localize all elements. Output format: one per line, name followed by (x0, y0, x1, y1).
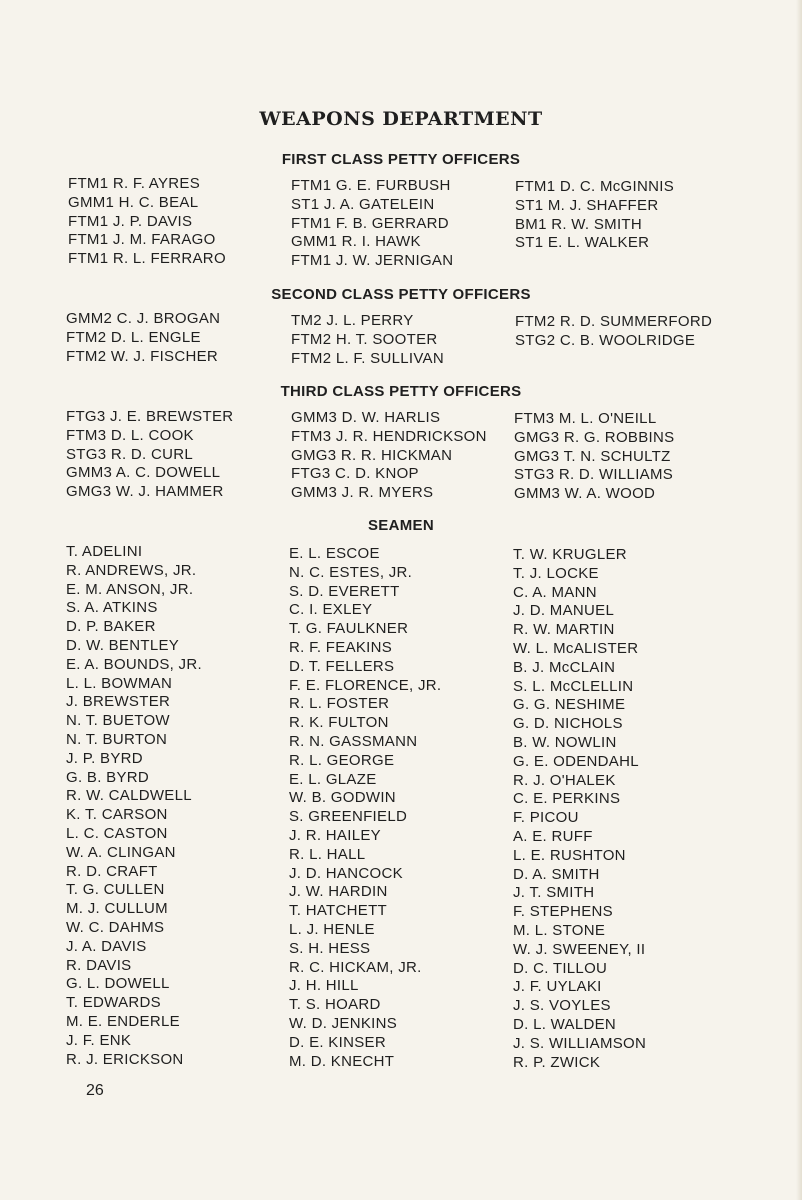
roster-entry: S. GREENFIELD (289, 808, 408, 826)
roster-entry: J. S. WILLIAMSON (513, 1034, 647, 1052)
roster-entry: R. P. ZWICK (513, 1053, 601, 1071)
roster-entry: STG2 C. B. WOOLRIDGE (515, 331, 696, 349)
roster-entry: J. T. SMITH (513, 884, 595, 902)
roster-entry: GMG3 R. R. HICKMAN (291, 446, 453, 464)
roster-entry: R. W. MARTIN (513, 621, 615, 639)
roster-entry: G. D. NICHOLS (513, 715, 623, 733)
roster-entry: E. A. BOUNDS, JR. (66, 655, 202, 673)
roster-entry: BM1 R. W. SMITH (515, 215, 643, 233)
roster-entry: FTM1 J. M. FARAGO (68, 231, 216, 249)
roster-entry: J. BREWSTER (66, 693, 171, 711)
roster-entry: FTM1 R. F. AYRES (68, 175, 201, 192)
roster-entry: FTM2 L. F. SULLIVAN (291, 349, 444, 367)
roster-entry: FTM3 D. L. COOK (66, 426, 194, 444)
roster-entry: F. STEPHENS (513, 903, 613, 921)
roster-entry: N. T. BUETOW (66, 712, 170, 730)
roster-entry: ST1 J. A. GATELEIN (291, 195, 435, 213)
roster-entry: J. H. HILL (289, 977, 359, 995)
roster-entry: FTM1 D. C. McGINNIS (515, 178, 675, 195)
roster-entry: S. H. HESS (289, 939, 371, 957)
roster-entry: R. K. FULTON (289, 714, 389, 732)
section-heading-seamen: SEAMEN (368, 517, 434, 534)
roster-entry: J. D. HANCOCK (289, 864, 403, 882)
roster-entry: G. E. ODENDAHL (513, 752, 639, 770)
roster-entry: B. W. NOWLIN (513, 733, 617, 751)
roster-entry: L. L. BOWMAN (66, 674, 173, 692)
roster-entry: FTG3 C. D. KNOP (291, 465, 419, 483)
roster-entry: GMG3 W. J. HAMMER (66, 483, 224, 501)
roster-entry: D. C. TILLOU (513, 959, 608, 977)
section-heading-second-class: SECOND CLASS PETTY OFFICERS (271, 286, 531, 303)
roster-entry: FTM1 F. B. GERRARD (291, 214, 449, 232)
roster-entry: D. T. FELLERS (289, 657, 395, 675)
roster-entry: T. S. HOARD (289, 996, 381, 1014)
second-class-column-3 (515, 313, 712, 351)
second-class-column-2 (291, 312, 444, 368)
first-class-column-1 (68, 175, 226, 269)
roster-entry: T. G. FAULKNER (289, 620, 409, 638)
roster-entry: W. A. CLINGAN (66, 843, 176, 861)
roster-entry: N. C. ESTES, JR. (289, 563, 413, 581)
roster-entry: FTM1 J. P. DAVIS (68, 212, 193, 230)
roster-entry: TM2 J. L. PERRY (291, 312, 414, 329)
roster-entry: S. D. EVERETT (289, 582, 400, 600)
roster-entry: F. E. FLORENCE, JR. (289, 676, 442, 694)
roster-entry: FTM1 G. E. FURBUSH (291, 177, 451, 194)
third-class-column-3 (514, 410, 674, 504)
third-class-column-1 (66, 408, 233, 502)
roster-entry: R. L. FOSTER (289, 695, 390, 713)
roster-entry: N. T. BURTON (66, 730, 168, 748)
roster-entry: FTM1 R. L. FERRARO (68, 250, 226, 268)
roster-entry: ST1 E. L. WALKER (515, 234, 650, 252)
roster-entry: D. E. KINSER (289, 1033, 386, 1051)
roster-entry: E. L. ESCOE (289, 545, 380, 562)
roster-entry: D. W. BENTLEY (66, 636, 180, 654)
roster-entry: L. J. HENLE (289, 920, 375, 938)
roster-entry: B. J. McCLAIN (513, 658, 616, 676)
roster-entry: GMM3 A. C. DOWELL (66, 464, 221, 482)
roster-entry: A. E. RUFF (513, 827, 593, 845)
roster-entry: FTM2 D. L. ENGLE (66, 328, 201, 346)
roster-entry: STG3 R. D. WILLIAMS (514, 466, 674, 484)
roster-entry: J. A. DAVIS (66, 937, 147, 955)
roster-entry: T. HATCHETT (289, 902, 388, 920)
third-class-column-2 (291, 409, 487, 503)
roster-entry: J. D. MANUEL (513, 602, 615, 620)
roster-entry: R. D. CRAFT (66, 862, 158, 880)
roster-entry: FTM2 R. D. SUMMERFORD (515, 313, 713, 330)
roster-entry: W. C. DAHMS (66, 918, 165, 936)
roster-entry: E. L. GLAZE (289, 770, 377, 788)
roster-entry: D. A. SMITH (513, 865, 600, 883)
roster-entry: GMM1 H. C. BEAL (68, 193, 199, 211)
roster-entry: F. PICOU (513, 809, 579, 827)
page-title: WEAPONS DEPARTMENT (259, 108, 543, 130)
roster-entry: W. J. SWEENEY, II (513, 940, 646, 958)
roster-entry: J. S. VOYLES (513, 997, 611, 1015)
roster-entry: R. J. ERICKSON (66, 1050, 184, 1068)
roster-entry: S. A. ATKINS (66, 599, 158, 617)
roster-entry: T. G. CULLEN (66, 881, 165, 899)
roster-entry: R. W. CALDWELL (66, 787, 192, 805)
roster-entry: FTM3 J. R. HENDRICKSON (291, 427, 487, 445)
seamen-column-1 (66, 543, 202, 1069)
roster-entry: M. J. CULLUM (66, 900, 168, 918)
roster-entry: L. E. RUSHTON (513, 846, 626, 864)
roster-entry: W. B. GODWIN (289, 789, 396, 807)
roster-entry: GMM1 R. I. HAWK (291, 233, 421, 251)
seamen-column-3 (513, 546, 646, 1072)
roster-entry: FTM1 J. W. JERNIGAN (291, 252, 454, 270)
roster-entry: D. P. BAKER (66, 618, 156, 636)
roster-entry: C. I. EXLEY (289, 601, 373, 619)
roster-entry: C. E. PERKINS (513, 790, 621, 808)
roster-entry: FTM3 M. L. O'NEILL (514, 410, 657, 427)
roster-entry: T. ADELINI (66, 543, 143, 560)
roster-entry: STG3 R. D. CURL (66, 445, 194, 463)
roster-entry: GMM2 C. J. BROGAN (66, 310, 221, 327)
roster-entry: FTG3 J. E. BREWSTER (66, 408, 234, 425)
roster-entry: T. EDWARDS (66, 994, 161, 1012)
roster-entry: GMM3 D. W. HARLIS (291, 409, 441, 426)
roster-entry: R. F. FEAKINS (289, 638, 393, 656)
roster-entry: W. D. JENKINS (289, 1014, 398, 1032)
roster-entry: ST1 M. J. SHAFFER (515, 196, 659, 214)
roster-entry: J. W. HARDIN (289, 883, 388, 901)
roster-entry: E. M. ANSON, JR. (66, 580, 194, 598)
roster-entry: R. J. O'HALEK (513, 771, 616, 789)
page-edge-shadow (796, 0, 802, 1200)
seamen-column-2 (289, 545, 441, 1071)
roster-entry: J. F. UYLAKI (513, 978, 602, 996)
section-heading-first-class: FIRST CLASS PETTY OFFICERS (281, 151, 521, 168)
roster-entry: G. G. NESHIME (513, 696, 626, 714)
roster-entry: J. F. ENK (66, 1031, 132, 1049)
roster-entry: S. L. McCLELLIN (513, 677, 634, 695)
roster-entry: G. B. BYRD (66, 768, 150, 786)
roster-entry: D. L. WALDEN (513, 1015, 617, 1033)
roster-entry: G. L. DOWELL (66, 975, 170, 993)
roster-entry: L. C. CASTON (66, 824, 168, 842)
roster-entry: M. L. STONE (513, 921, 606, 939)
roster-entry: GMM3 J. R. MYERS (291, 484, 434, 502)
roster-entry: R. L. GEORGE (289, 751, 395, 769)
roster-entry: T. W. KRUGLER (513, 546, 627, 563)
page-number: 26 (86, 1082, 104, 1099)
roster-entry: J. R. HAILEY (289, 826, 381, 844)
roster-entry: GMG3 R. G. ROBBINS (514, 428, 675, 446)
roster-entry: K. T. CARSON (66, 806, 168, 824)
roster-entry: FTM2 H. T. SOOTER (291, 330, 438, 348)
roster-entry: M. D. KNECHT (289, 1052, 395, 1070)
roster-entry: R. DAVIS (66, 956, 132, 974)
first-class-column-3 (515, 178, 674, 253)
roster-entry: GMM3 W. A. WOOD (514, 485, 656, 503)
roster-entry: J. P. BYRD (66, 749, 143, 767)
roster-entry: C. A. MANN (513, 583, 597, 601)
roster-entry: FTM2 W. J. FISCHER (66, 347, 219, 365)
roster-entry: R. C. HICKAM, JR. (289, 958, 422, 976)
roster-entry: T. J. LOCKE (513, 564, 599, 582)
roster-entry: W. L. McALISTER (513, 639, 639, 657)
roster-entry: R. ANDREWS, JR. (66, 561, 197, 579)
second-class-column-1 (66, 310, 220, 366)
roster-entry: R. N. GASSMANN (289, 732, 418, 750)
first-class-column-2 (291, 177, 453, 271)
roster-entry: R. L. HALL (289, 845, 366, 863)
section-heading-third-class: THIRD CLASS PETTY OFFICERS (280, 383, 522, 400)
roster-entry: M. E. ENDERLE (66, 1012, 180, 1030)
roster-entry: GMG3 T. N. SCHULTZ (514, 447, 671, 465)
